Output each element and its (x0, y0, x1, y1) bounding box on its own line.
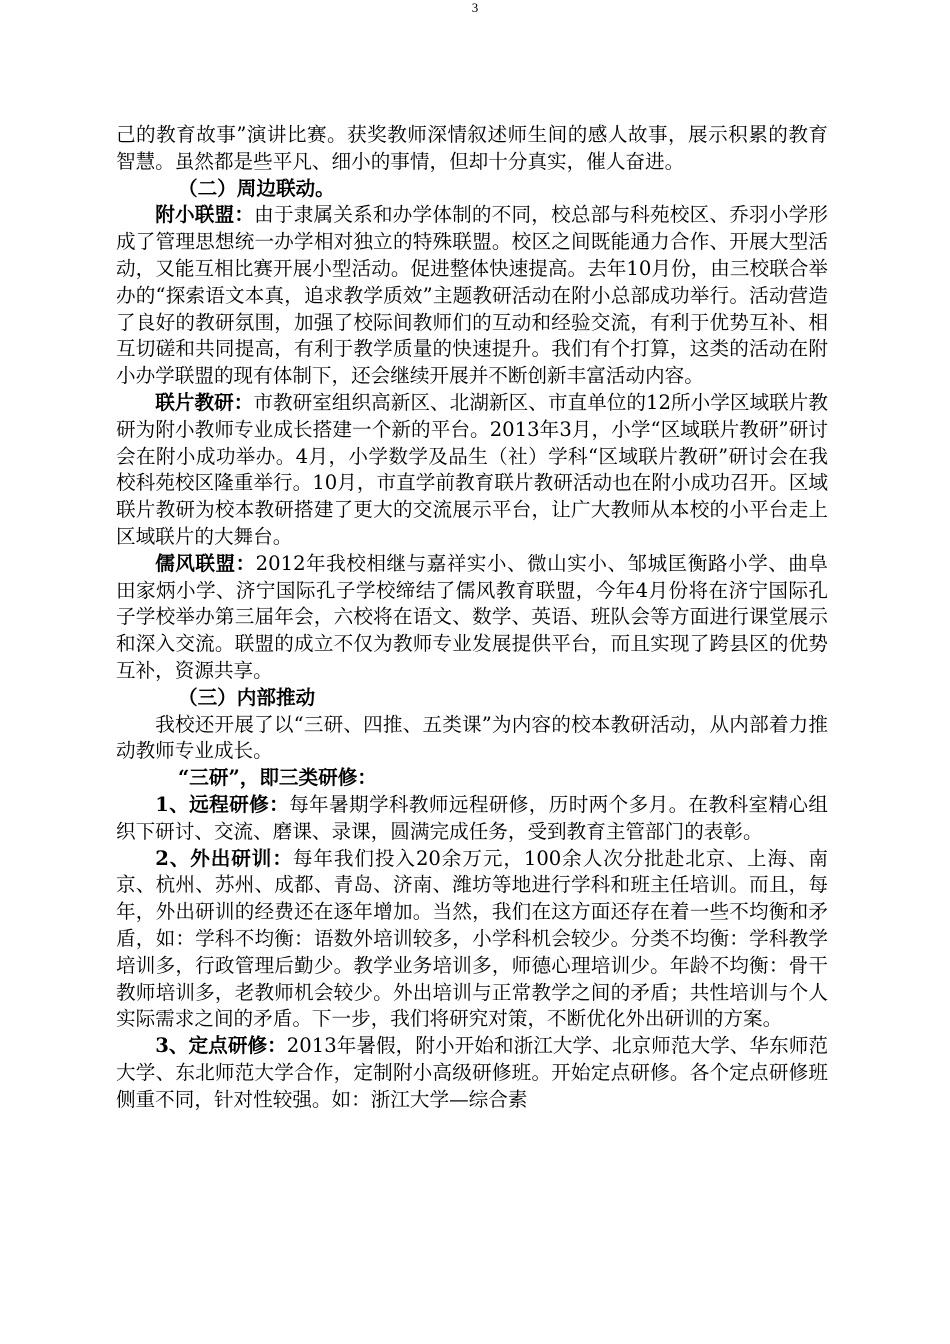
paragraph-text: 2012年我校相继与嘉祥实小、微山实小、邹城匡衡路小学、曲阜田家炳小学、济宁国际孔子学校缔结了儒风教育联盟，今年4月份将在济宁国际孔子学校举办第三届年会，六校将在语文、数学、英语、班队会等方面进行课堂展示和深入交流。联盟的成立不仅为教师专业发展提供平台，而且实现了跨县区的优势互补，资源共享。 (116, 551, 828, 682)
paragraph-targeted-training (116, 1033, 828, 1113)
paragraph-rufeng-alliance (116, 551, 828, 685)
paragraph-lead: 附小联盟： (155, 203, 255, 227)
paragraph-lead: 儒风联盟： (155, 551, 256, 575)
paragraph-text: 每年暑期学科教师远程研修，历时两个多月。在教科室精心组织下研讨、交流、磨课、录课，圆满完成任务，受到教育主管部门的表彰。 (116, 792, 829, 843)
paragraph-text: 2013年暑假，附小开始和浙江大学、北京师范大学、华东师范大学、东北师范大学合作，定制附小高级研修班。开始定点研修。各个定点研修班侧重不同，针对性较强。如：浙江大学—综合素 (116, 1034, 828, 1111)
section-heading-periphery: （二）周边联动。 (178, 176, 335, 200)
paragraph-external-training (116, 846, 828, 1034)
paragraph-lead: 联片教研： (155, 390, 254, 414)
paragraph-text: 由于隶属关系和办学体制的不同，校总部与科苑校区、乔羽小学形成了管理思想统一办学相对独立的特殊联盟。校区之间既能通力合作、开展大型活动，又能互相比赛开展小型活动。促进整体快速提高。去年10月份，由三校联合举办的“探索语文本真，追求教学质效”主题教研活动在附小总部成功举行。活动营造了良好的教研氛围，加强了校际间教师们的互动和经验交流，有利于优势互补、相互切磋和共同提高，有利于教学质量的快速提升。我们有个打算，这类的活动在附小办学联盟的现有体制下，还会继续开展并不断创新丰富活动内容。 (116, 203, 829, 388)
paragraph-joint-research (116, 390, 828, 551)
paragraph-school-alliance (116, 202, 828, 390)
section-heading-internal: （三）内部推动 (178, 685, 316, 709)
paragraph-lead: 3、定点研修： (155, 1034, 287, 1058)
paragraph-lead: 1、远程研修： (155, 792, 290, 816)
paragraph-story-contest (116, 122, 828, 176)
subheading-three-research: “三研”，即三类研修： (178, 766, 377, 790)
page-number: 3 (471, 0, 479, 15)
document-body (116, 122, 828, 1113)
paragraph-remote-training (116, 792, 828, 846)
paragraph-text: 我校还开展了以“三研、四推、五类课”为内容的校本教研活动，从内部着力推动教师专业成长。 (116, 712, 828, 763)
paragraph-text: 每年我们投入20余万元，100余人次分批赴北京、上海、南京、杭州、苏州、成都、青岛、济南、潍坊等地进行学科和班主任培训。而且，每年，外出研训的经费还在逐年增加。当然，我们在这方面还存在着一些不均衡和矛盾，如：学科不均衡：语数外培训较多，小学科机会较少。分类不均衡：学科教学培训多，行政管理后勤少。教学业务培训多，师德心理培训少。年龄不均衡：骨干教师培训多，老教师机会较少。外出培训与正常教学之间的矛盾；共性培训与个人实际需求之间的矛盾。下一步，我们将研究对策，不断优化外出研训的方案。 (116, 846, 828, 1031)
paragraph-lead: 2、外出研训： (155, 846, 293, 870)
paragraph-internal-intro (116, 712, 828, 766)
paragraph-text: 己的教育故事”演讲比赛。获奖教师深情叙述师生间的感人故事，展示积累的教育智慧。虽然都是些平凡、细小的事情，但却十分真实，催人奋进。 (116, 123, 828, 173)
paragraph-text: 市教研室组织高新区、北湖新区、市直单位的12所小学区域联片教研为附小教师专业成长搭建一个新的平台。2013年3月，小学“区域联片教研”研讨会在附小成功举办。4月，小学数学及品生（社）学科“区域联片教研”研讨会在我校科苑校区隆重举行。10月，市直学前教育联片教研活动也在附小成功召开。区域联片教研为校本教研搭建了更大的交流展示平台，让广大教师从本校的小平台走上区域联片的大舞台。 (116, 390, 829, 548)
